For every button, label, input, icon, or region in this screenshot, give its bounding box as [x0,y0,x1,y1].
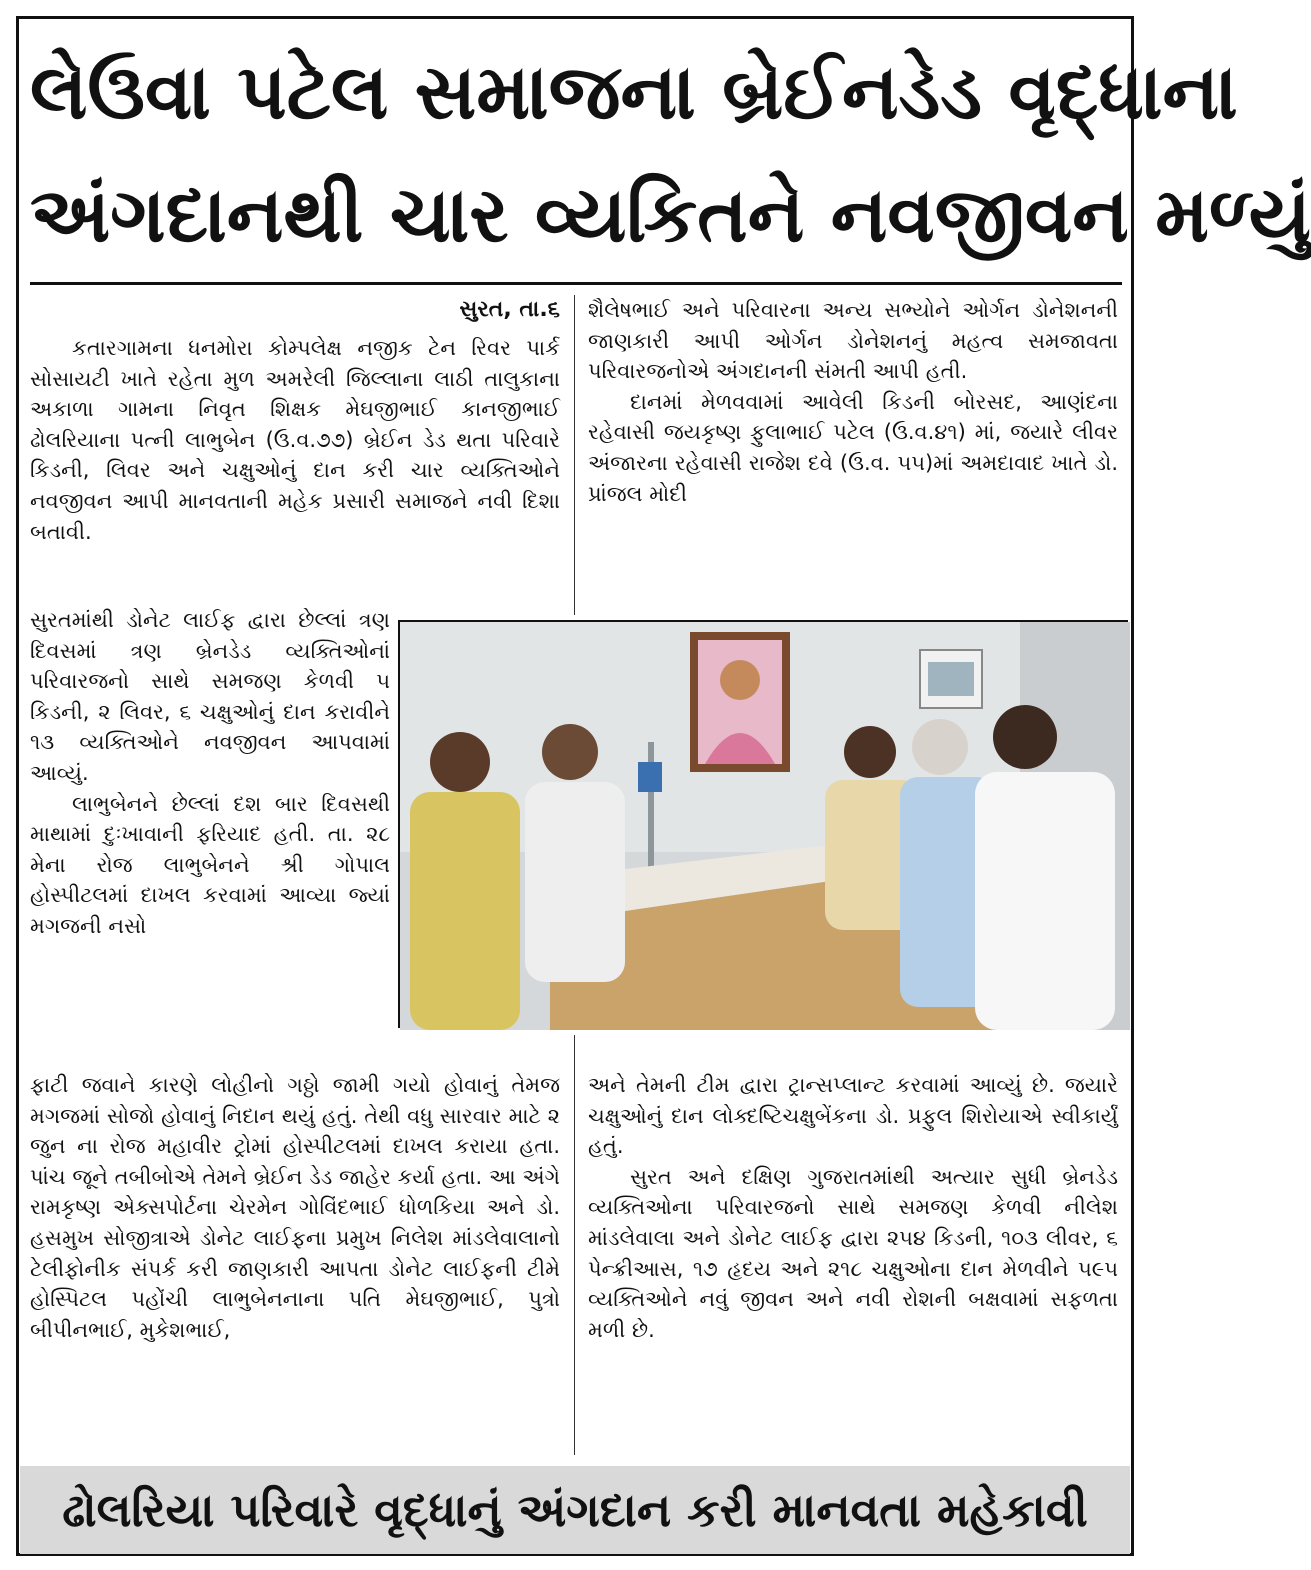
article-paragraph: સુરતમાંથી ડોનેટ લાઈફ દ્વારા છેલ્લાં ત્રણ દિવસમાં ત્રણ બ્રેનડેડ વ્યક્તિઓનાં પરિવારજનો સાથે સમજણ કેળવી ૫ કિડની, ૨ લિવર, ૬ ચક્ષુઓનું દાન કરાવીને ૧૩ વ્યક્તિઓને નવજીવન આપવામાં આવ્યું. [30,608,390,785]
left-column-top [30,333,560,547]
article-paragraph: શૈલેષભાઈ અને પરિવારના અન્ય સભ્યોને ઓર્ગન ડોનેશનની જાણકારી આપી ઓર્ગન ડોનેશનનું મહત્વ સમજાવતા પરિવારજનોએ અંગદાનની સંમતી આપી હતી. [588,298,1118,384]
headline-divider [30,282,1122,285]
article-paragraph: સુરત અને દક્ષિણ ગુજરાતમાંથી અત્યાર સુધી બ્રેનડેડ વ્યક્તિઓના પરિવારજનો સાથે સમજણ કેળવી નીલેશ માંડલેવાલા અને ડોનેટ લાઈફ દ્વારા ૨૫૪ કિડની, ૧૦૩ લીવર, ૬ પેન્ક્રીઆસ, ૧૭ હૃદય અને ૨૧૮ ચક્ષુઓના દાન મેળવીને ૫૯૫ વ્યક્તિઓને નવું જીવન અને નવી રોશની બક્ષવામાં સફળતા મળી છે. [588,1164,1118,1342]
column-divider [574,295,575,615]
headline-line-2: અંગદાનથી ચાર વ્યકિતને નવજીવન મળ્યું [30,170,1311,259]
hospital-room-photo [400,622,1130,1030]
left-column-narrow [30,605,390,942]
right-column-top [588,295,1118,509]
dateline: સુરત, તા.૬ [459,297,560,322]
headline-line-1: લેઉવા પટેલ સમાજના બ્રેઈનડેડ વૃદ્ધાના [30,47,1238,136]
news-photo [398,620,1128,1028]
article-paragraph: ફાટી જવાને કારણે લોહીનો ગઠ્ઠો જામી ગયો હોવાનું તેમજ મગજમાં સોજો હોવાનું નિદાન થયું હતું. તેથી વધુ સારવાર માટે ૨ જુન ના રોજ મહાવીર ટ્રોમાં હોસ્પીટલમાં દાખલ કરાયા હતા. પાંચ જૂને તબીબોએ તેમને બ્રેઈન ડેડ જાહેર કર્યા હતા. આ અંગે રામકૃષ્ણ એક્સપોર્ટના ચેરમેન ગોવિંદભાઈ ધોળકિયા અને ડો. હસમુખ સોજીત્રાએ ડોનેટ લાઈફના પ્રમુખ નિલેશ માંડલેવાલાનો ટેલીફોનીક સંપર્ક કરી જાણકારી આપતા ડોનેટ લાઈફની ટીમે હોસ્પિટલ પહોંચી લાભુબેનનાના પતિ મેઘજીભાઈ, પુત્રો બીપીનભાઈ, મુકેશભાઈ, [30,1073,560,1342]
article-paragraph: અને તેમની ટીમ દ્વારા ટ્રાન્સપ્લાન્ટ કરવામાં આવ્યું છે. જયારે ચક્ષુઓનું દાન લોક્દષ્ટિચક્ષુબેંકના ડો. પ્રફુલ શિરોયાએ સ્વીકાર્યું હતું. [588,1073,1118,1159]
article-paragraph: કતારગામના ધનમોરા કોમ્પલેક્ષ નજીક ટેન રિવર પાર્ક સોસાયટી ખાતે રહેતા મુળ અમરેલી જિલ્લાના લાઠી તાલુકાના અકાળા ગામના નિવૃત શિક્ષક મેઘજીભાઈ કાનજીભાઈ ઢોલરિયાના પત્ની લાભુબેન (ઉ.વ.૭૭) બ્રેઈન ડેડ થતા પરિવારે કિડની, લિવર અને ચક્ષુઓનું દાન કરી ચાર વ્યક્તિઓને નવજીવન આપી માનવતાની મહેક પ્રસારી સમાજને નવી દિશા બતાવી. [30,336,560,544]
footer-banner: ઢોલરિયા પરિવારે વૃદ્ધાનું અંગદાન કરી માનવતા મહેકાવી [20,1466,1130,1554]
right-column-bottom [588,1070,1118,1345]
left-column-bottom [30,1070,560,1345]
article-paragraph: દાનમાં મેળવવામાં આવેલી કિડની બોરસદ, આણંદના રહેવાસી જયકૃષ્ણ ફુલાભાઈ પટેલ (ઉ.વ.૪૧) માં, જયારે લીવર અંજારના રહેવાસી રાજેશ દવે (ઉ.વ. ૫૫)માં અમદાવાદ ખાતે ડો. પ્રાંજલ મોદી [588,389,1118,506]
article-paragraph: લાભુબેનને છેલ્લાં દશ બાર દિવસથી માથામાં દુઃખાવાની ફરિયાદ હતી. તા. ૨૮ મેના રોજ લાભુબેનને શ્રી ગોપાલ હોસ્પીટલમાં દાખલ કરવામાં આવ્યા જ્યાં મગજની નસો [30,791,390,938]
column-divider [574,1035,575,1455]
